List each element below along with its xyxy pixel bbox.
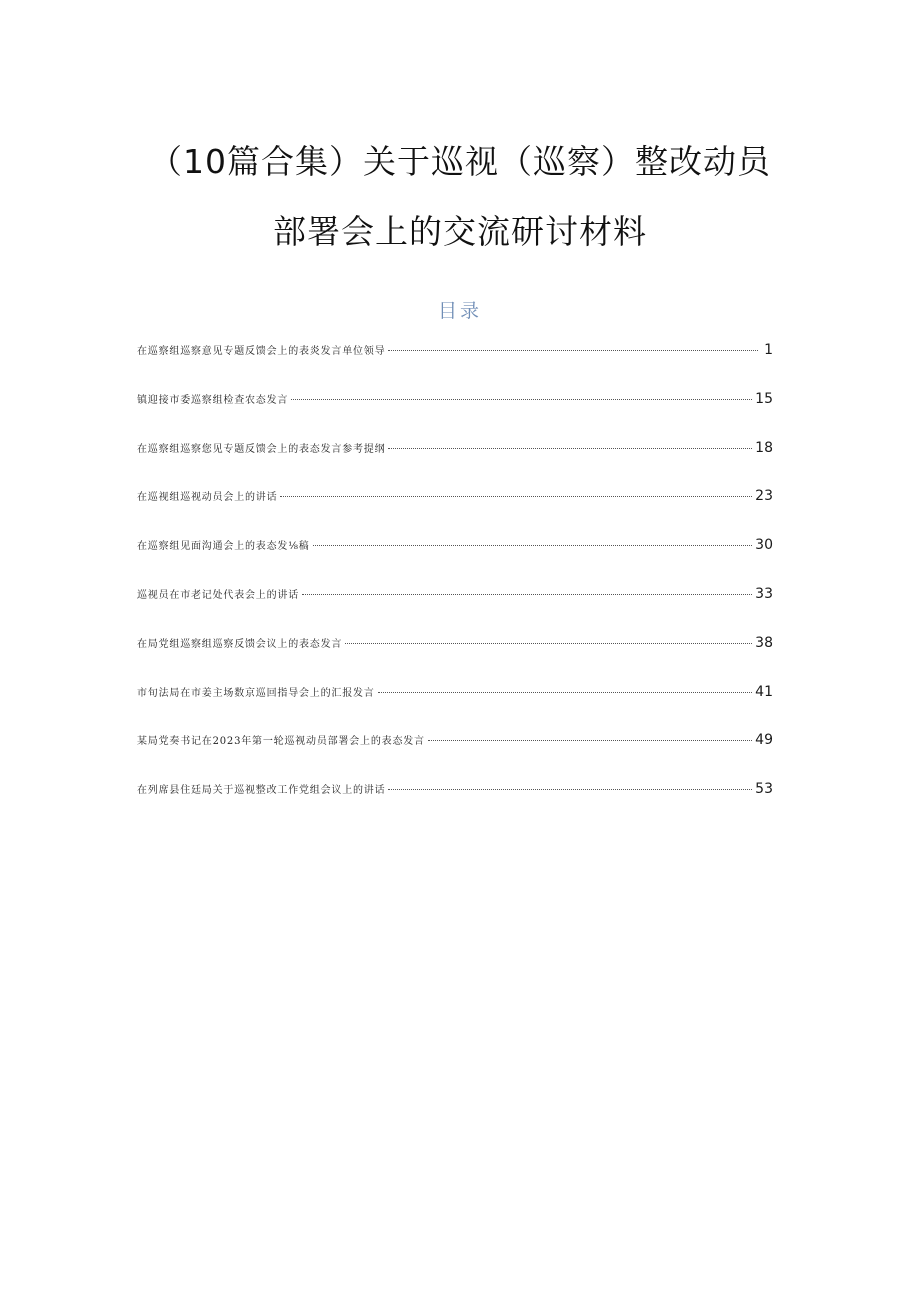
- toc-entry[interactable]: [137, 629, 773, 678]
- toc-entry-page: 49: [755, 732, 773, 749]
- toc-entry-title: 某局党奏书记在2023年第一轮巡视动员部署会上的表态发言: [137, 736, 425, 748]
- toc-entry-page: 38: [755, 634, 773, 651]
- toc-entry-title: 在巡察组巡察意见专题反馈会上的表炎发言单位领导: [137, 346, 386, 357]
- toc-dot-leader: [388, 350, 758, 351]
- toc-entry[interactable]: [137, 726, 773, 775]
- toc-entry-title: 在巡视组巡视动员会上的讲话: [137, 492, 278, 504]
- toc-entry-page: 41: [755, 683, 773, 700]
- document-title-line-2: 部署会上的交流研讨材料: [273, 212, 647, 251]
- toc-dot-leader: [388, 448, 752, 449]
- toc-dot-leader: [313, 545, 753, 546]
- toc-entry[interactable]: [137, 434, 773, 483]
- toc-dot-leader: [291, 399, 752, 400]
- toc-dot-leader: [345, 643, 752, 644]
- toc-entry[interactable]: [137, 482, 773, 531]
- toc-entry-page: 30: [755, 537, 773, 554]
- toc-dot-leader: [428, 740, 752, 741]
- toc-entry-page: 23: [755, 488, 773, 505]
- toc-entry[interactable]: [137, 385, 773, 434]
- toc-entry-title: 巡视员在市老记处代表会上的讲话: [137, 589, 299, 601]
- toc-entry[interactable]: [137, 580, 773, 629]
- toc-heading: 目录: [437, 300, 482, 322]
- table-of-contents: [137, 336, 773, 824]
- toc-entry-page: 18: [755, 439, 773, 456]
- document-title-line-1: （10篇合集）关于巡视（巡察）整改动员: [149, 142, 771, 181]
- toc-entry-page: 53: [755, 781, 773, 798]
- toc-entry[interactable]: [137, 775, 773, 824]
- toc-entry[interactable]: [137, 678, 773, 727]
- toc-entry-title: 在巡察组见面沟通会上的表态发⅛稿: [137, 541, 310, 553]
- toc-entry-page: 15: [755, 390, 773, 407]
- toc-entry-page: 1: [764, 342, 773, 358]
- toc-entry-title: 镇迎接市委巡察组检查农态发言: [137, 394, 289, 406]
- toc-entry-title: 在巡察组巡察您见专题反馈会上的表态发言参考提纲: [137, 443, 386, 455]
- toc-entry[interactable]: [137, 336, 773, 385]
- toc-dot-leader: [302, 594, 752, 595]
- toc-dot-leader: [388, 789, 752, 790]
- toc-entry-title: 市旬法局在市姜主场数京巡回指导会上的汇报发言: [137, 687, 375, 699]
- toc-entry-title: 在局党组巡察组巡察反馈会议上的表态发言: [137, 638, 343, 650]
- toc-entry-title: 在列席县住廷局关于巡视整改工作党组会议上的讲话: [137, 785, 386, 797]
- toc-dot-leader: [280, 496, 752, 497]
- toc-entry-page: 33: [755, 585, 773, 602]
- toc-dot-leader: [378, 692, 753, 693]
- toc-entry[interactable]: [137, 531, 773, 580]
